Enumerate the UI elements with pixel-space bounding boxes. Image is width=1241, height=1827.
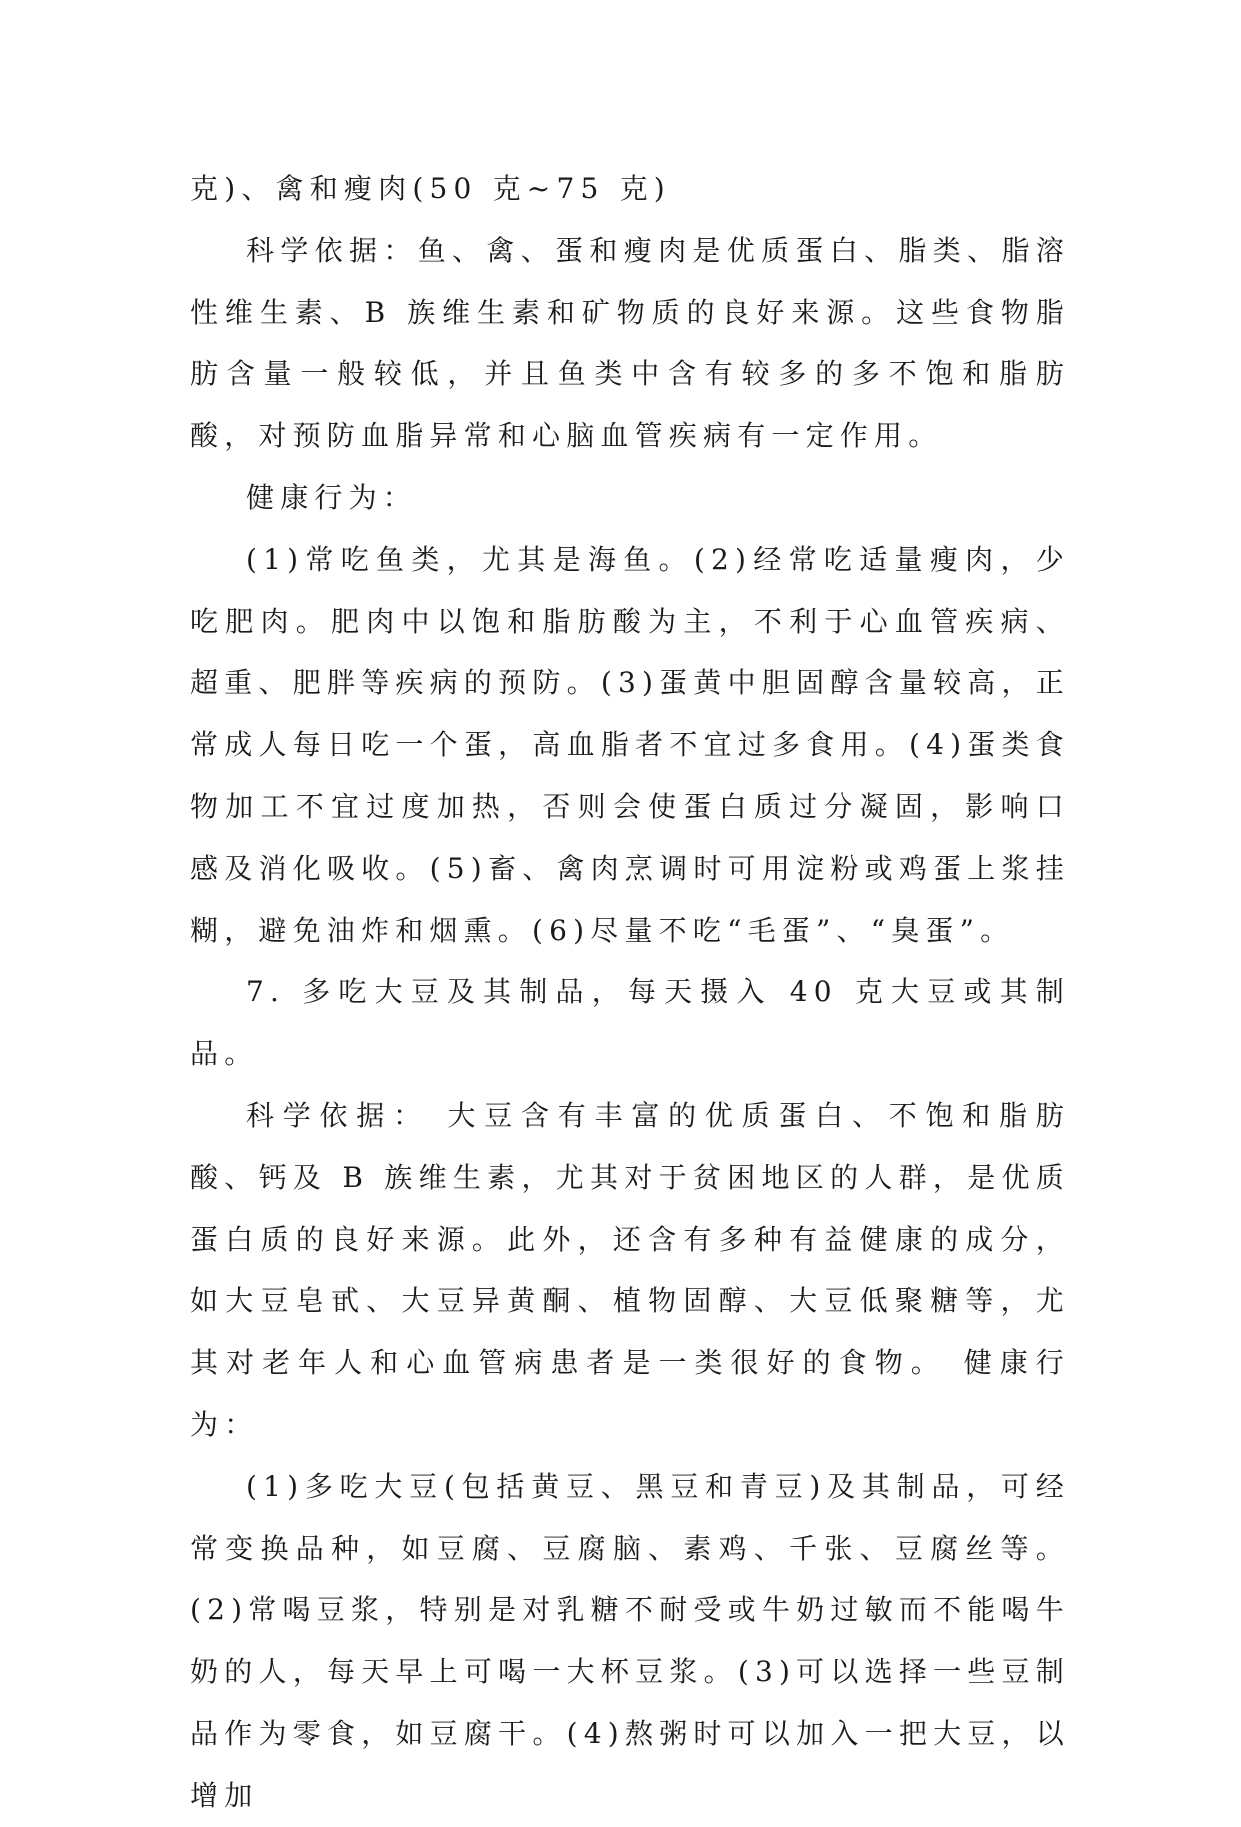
paragraph-soy-guideline-heading: 7. 多吃大豆及其制品，每天摄入 40 克大豆或其制品。 xyxy=(190,975,1070,1071)
document-body xyxy=(190,158,1070,1827)
paragraph-health-behavior-soy: (1)多吃大豆(包括黄豆、黑豆和青豆)及其制品，可经常变换品种，如豆腐、豆腐脑、素鸡、千张、豆腐丝等。(2)常喝豆浆，特别是对乳糖不耐受或牛奶过敏而不能喝牛奶的人，每天早上可喝一大杯豆浆。(3)可以选择一些豆制品作为零食，如豆腐干。(4)熬粥时可以加入一把大豆，以增加 xyxy=(190,1469,1070,1812)
paragraph-health-behavior-heading: 健康行为： xyxy=(246,480,418,514)
paragraph-meat-intake-continuation: 克)、禽和瘦肉(50 克~75 克) xyxy=(190,172,671,205)
paragraph-scientific-basis-soy: 科学依据： 大豆含有丰富的优质蛋白、不饱和脂肪酸、钙及 B 族维生素，尤其对于贫困地区的人群，是优质蛋白质的良好来源。此外，还含有多种有益健康的成分，如大豆皂甙、大豆异黄酮、植物固醇、大豆低聚糖等，尤其对老年人和心血管病患者是一类很好的食物。 健康行为： xyxy=(190,1098,1070,1441)
paragraph-scientific-basis-meat: 科学依据：鱼、禽、蛋和瘦肉是优质蛋白、脂类、脂溶性维生素、B 族维生素和矿物质的良好来源。这些食物脂肪含量一般较低，并且鱼类中含有较多的多不饱和脂肪酸，对预防血脂异常和心脑血管疾病有一定作用。 xyxy=(190,233,1070,453)
paragraph-health-behavior-meat: (1)常吃鱼类，尤其是海鱼。(2)经常吃适量瘦肉，少吃肥肉。肥肉中以饱和脂肪酸为主，不利于心血管疾病、超重、肥胖等疾病的预防。(3)蛋黄中胆固醇含量较高，正常成人每日吃一个蛋，高血脂者不宜过多食用。(4)蛋类食物加工不宜过度加热，否则会使蛋白质过分凝固，影响口感及消化吸收。(5)畜、禽肉烹调时可用淀粉或鸡蛋上浆挂糊，避免油炸和烟熏。(6)尽量不吃“毛蛋”、“臭蛋”。 xyxy=(190,542,1070,947)
